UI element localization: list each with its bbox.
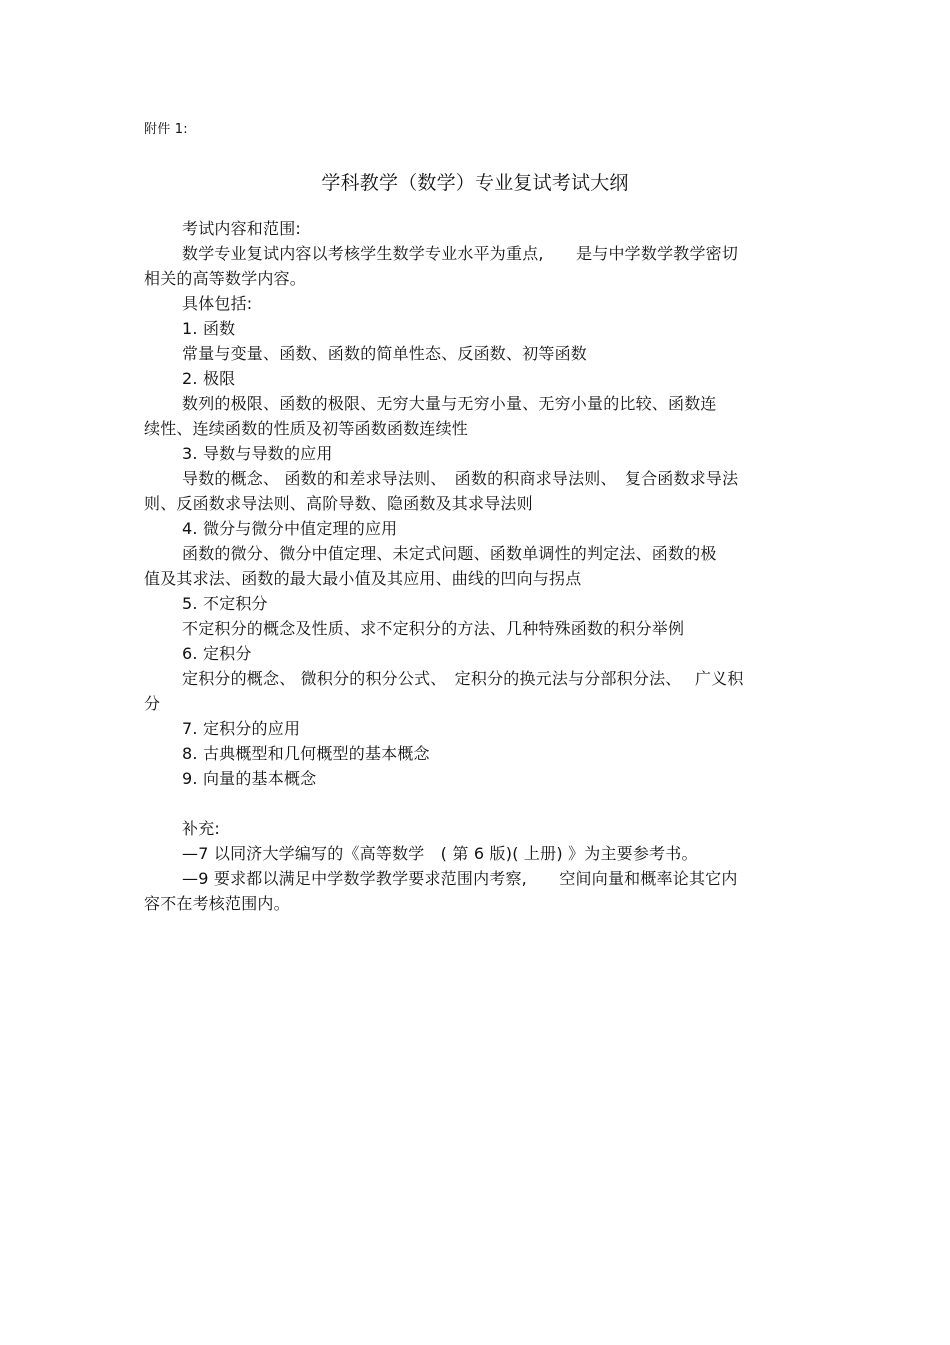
item-text: 数列的极限、函数的极限、无穷大量与无穷小量、无穷小量的比较、函数连 <box>182 394 717 413</box>
item-text: 导数的概念、 函数的和差求导法则、 函数的积商求导法则、 复合函数求导法 <box>182 469 739 488</box>
intro-line: 数学专业复试内容以考核学生数学专业水平为重点, 是与中学数学教学密切 <box>182 244 739 263</box>
item-text: 值及其求法、函数的最大最小值及其应用、曲线的凹向与拐点 <box>144 569 582 588</box>
supplement-note: 容不在考核范围内。 <box>144 894 290 913</box>
item-text: 常量与变量、函数、函数的简单性态、反函数、初等函数 <box>182 344 588 363</box>
supplement-note: —9 要求都以满足中学数学教学要求范围内考察, 空间向量和概率论其它内 <box>182 869 738 888</box>
includes-heading: 具体包括: <box>182 294 253 313</box>
item-text: 函数的微分、微分中值定理、未定式问题、函数单调性的判定法、函数的极 <box>182 544 717 563</box>
item-text: 不定积分的概念及性质、求不定积分的方法、几种特殊函数的积分举例 <box>182 619 685 638</box>
item-heading: 9. 向量的基本概念 <box>182 769 317 788</box>
item-text: 则、反函数求导法则、高阶导数、隐函数及其求导法则 <box>144 494 533 513</box>
item-heading: 8. 古典概型和几何概型的基本概念 <box>182 744 430 763</box>
section-heading: 考试内容和范围: <box>182 219 301 238</box>
item-heading: 1. 函数 <box>182 319 236 338</box>
item-heading: 6. 定积分 <box>182 644 252 663</box>
item-heading: 5. 不定积分 <box>182 594 268 613</box>
attachment-label: 附件 1: <box>144 122 188 137</box>
item-heading: 7. 定积分的应用 <box>182 719 301 738</box>
item-heading: 3. 导数与导数的应用 <box>182 444 333 463</box>
supplement-note: —7 以同济大学编写的《高等数学 ( 第 6 版)( 上册) 》为主要参考书。 <box>182 844 698 863</box>
item-heading: 2. 极限 <box>182 369 236 388</box>
supplement-heading: 补充: <box>182 819 220 838</box>
intro-line: 相关的高等数学内容。 <box>144 269 307 288</box>
document-title: 学科教学（数学）专业复试考试大纲 <box>321 172 629 194</box>
item-text: 分 <box>144 694 161 713</box>
item-text: 定积分的概念、 微积分的积分公式、 定积分的换元法与分部积分法、 广义积 <box>182 669 744 688</box>
item-heading: 4. 微分与微分中值定理的应用 <box>182 519 398 538</box>
item-text: 续性、连续函数的性质及初等函数函数连续性 <box>144 419 469 438</box>
